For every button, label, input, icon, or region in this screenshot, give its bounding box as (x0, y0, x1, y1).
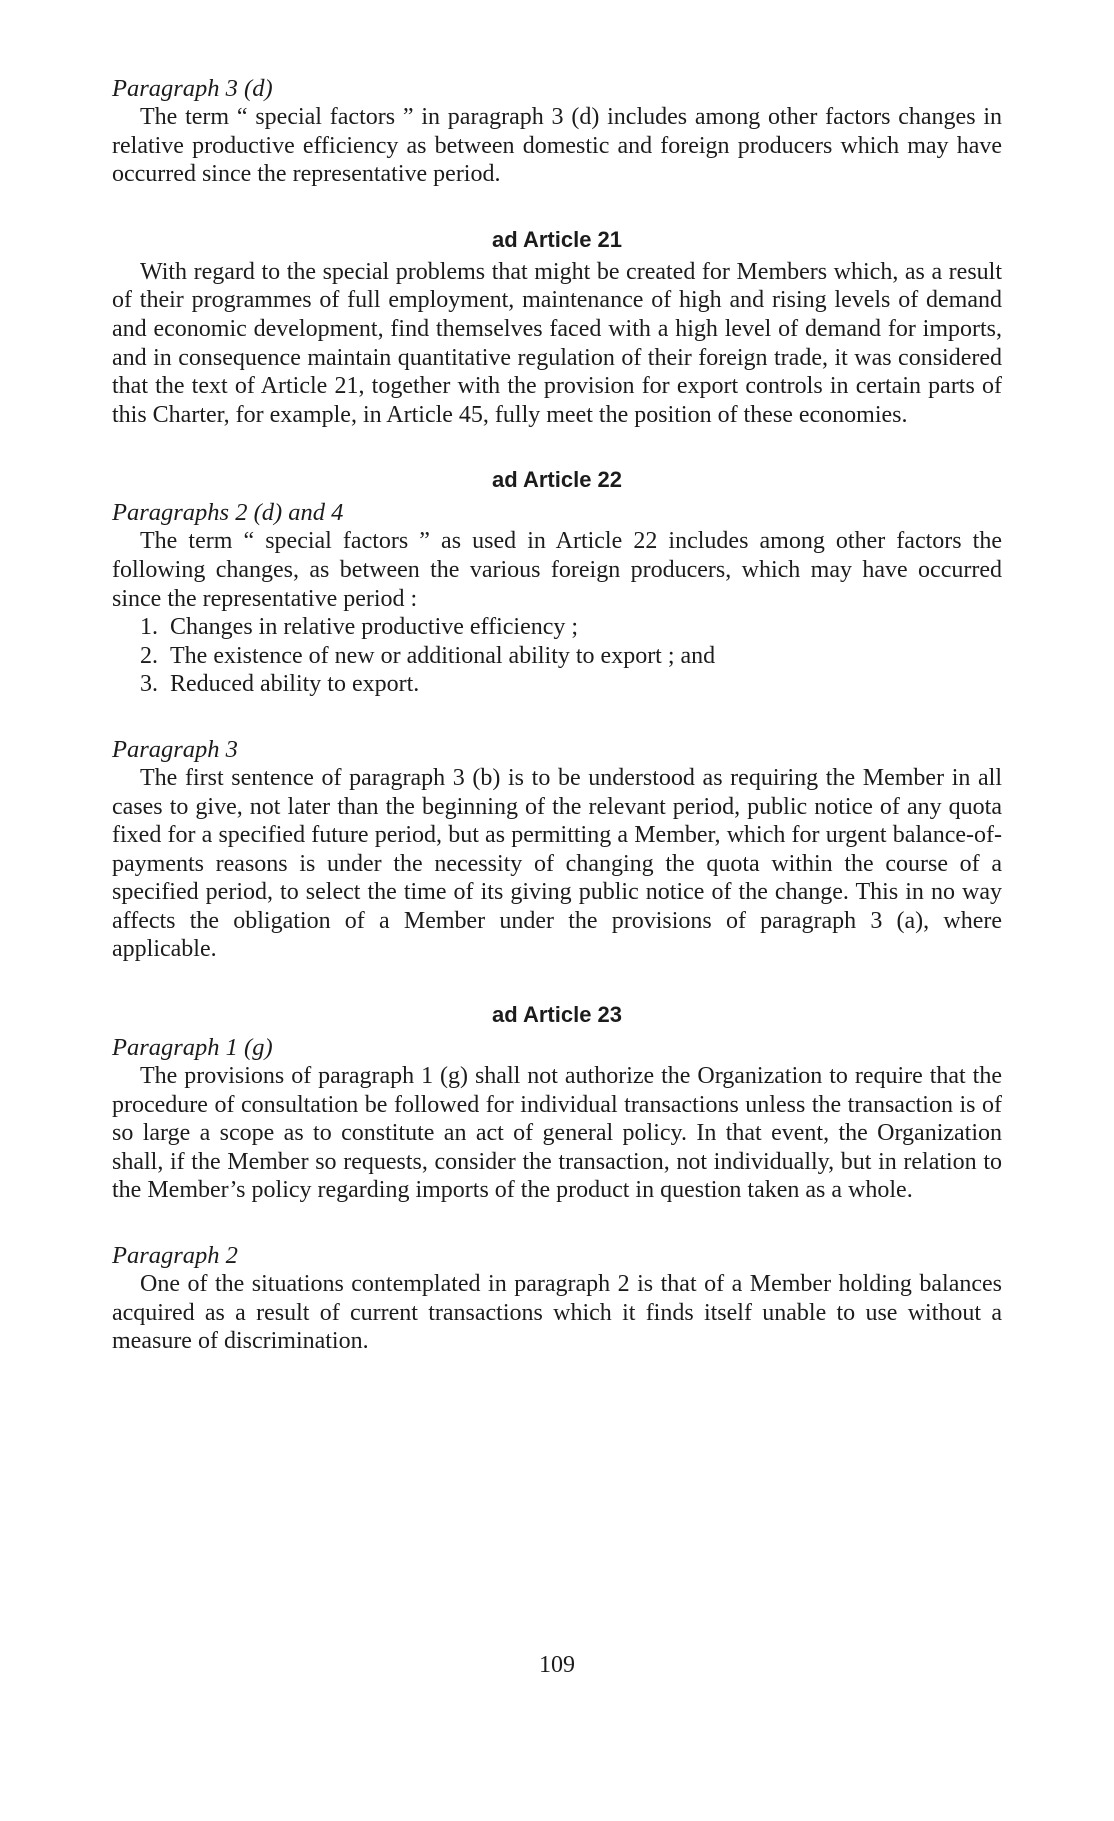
numbered-list (112, 613, 1002, 699)
section-heading-article-21: ad Article 21 (491, 226, 623, 252)
document-page (112, 74, 1002, 1356)
paragraph-label: Paragraphs 2 (d) and 4 (112, 499, 344, 527)
list-item-text: The existence of new or additional ability to export ; and (170, 642, 716, 669)
list-item (140, 642, 1002, 671)
list-item (140, 670, 1002, 699)
list-item (140, 613, 1002, 642)
paragraph-label: Paragraph 3 (d) (112, 75, 273, 102)
list-item-text: Changes in relative productive efficiency ; (170, 614, 579, 641)
section-heading-article-23: ad Article 23 (491, 1002, 623, 1028)
paragraph-label: Paragraph 2 (112, 1242, 238, 1270)
list-item-text: Reduced ability to export. (170, 671, 420, 698)
paragraph-label: Paragraph 1 (g) (112, 1034, 273, 1062)
paragraph-label: Paragraph 3 (112, 735, 238, 763)
paragraph-text: With regard to the special problems that might be created for Members which, as a result of their programmes of full employment, maintenance of high and rising levels of demand and economic development, find themselves faced with a high level of demand for imports, and in consequence maintain quantitative regulation of their foreign trade, it was considered that the text of Article 21, together with the provision for export controls in certain parts of this Charter, for example, in Article 45, fully meet the position of these economies. (112, 258, 1002, 428)
paragraph-text: One of the situations contemplated in paragraph 2 is that of a Member holding balances acquired as a result of current transactions which it finds itself unable to use without a measure of discrimination. (112, 1271, 1002, 1355)
list-number: 1. (140, 614, 158, 641)
paragraph-text: The provisions of paragraph 1 (g) shall not authorize the Organization to require that the procedure of consultation be followed for individual transactions unless the transaction is of so large a scope as to constitute an act of general policy. In that event, the Organization shall, if the Member so requests, consider the transaction, not individually, but in relation to the Member’s policy regarding imports of the product in question taken as a whole. (112, 1063, 1002, 1204)
paragraph-text: The term “ special factors ” in paragraph 3 (d) includes among other factors changes in relative productive efficiency as between domestic and foreign producers which may have occurred since the representative period. (112, 104, 1002, 188)
paragraph-text: The term “ special factors ” as used in Article 22 includes among other factors the following changes, as between the various foreign producers, which may have occurred since the representative period : (112, 528, 1002, 612)
section-heading-article-22: ad Article 22 (491, 467, 623, 493)
list-number: 2. (140, 642, 158, 669)
page-number: 109 (539, 1652, 575, 1678)
list-number: 3. (140, 671, 158, 698)
paragraph-text: The first sentence of paragraph 3 (b) is to be understood as requiring the Member in all cases to give, not later than the beginning of the relevant period, public notice of any quota fixed for a specified future period, but as permitting a Member, which for urgent balance-of-payments reasons is under the necessity of changing the quota within the course of a specified period, to select the time of its giving public notice of the change. This in no way affects the obligation of a Member under the provisions of paragraph 3 (a), where applicable. (112, 764, 1002, 963)
